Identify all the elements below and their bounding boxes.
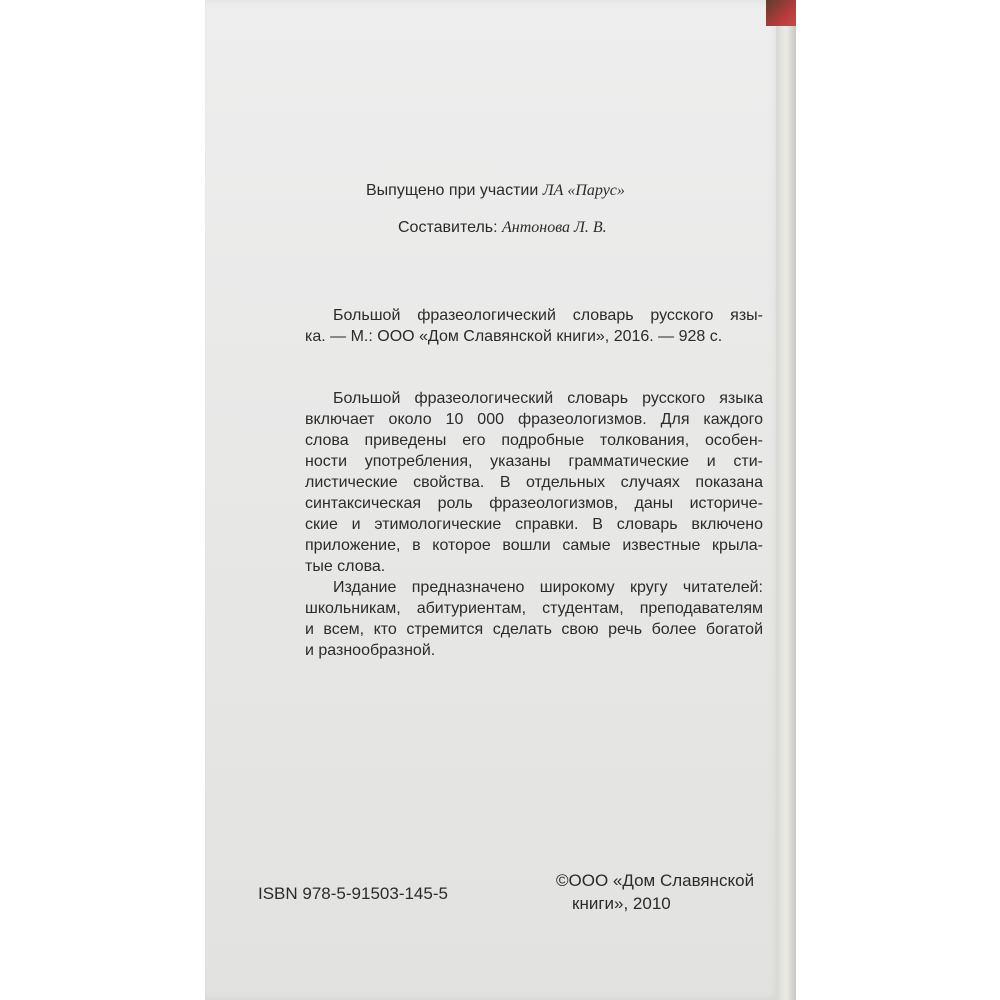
abstract-line: Издание предназначено широкому кругу читателей: (333, 579, 763, 596)
compiler-name: Антонова Л. В. (502, 219, 607, 236)
abstract-paragraph (305, 577, 763, 661)
bibliographic-line: Большой фразеологический словарь русского язы- (333, 307, 763, 324)
abstract-line: Большой фразеологический словарь русского языка (333, 390, 763, 407)
abstract-line: и всем, кто стремится сделать свою речь более богатой (305, 621, 763, 638)
copyright-line: книги», 2010 (572, 894, 671, 913)
book-cover-corner (766, 0, 796, 26)
abstract (305, 388, 763, 661)
abstract-line: ские и этимологические справки. В словарь включено (305, 516, 763, 533)
abstract-line: ности употребления, указаны грамматические и сти- (305, 453, 763, 470)
publisher-line (366, 180, 625, 201)
abstract-paragraph (305, 388, 763, 577)
abstract-line: и разнообразной. (305, 642, 436, 659)
abstract-line: листические свойства. В отдельных случаях показана (305, 474, 763, 491)
abstract-line: включает около 10 000 фразеологизмов. Для каждого (305, 411, 763, 428)
copyright-notice (556, 869, 754, 915)
abstract-line: слова приведены его подробные толкования, особен- (305, 432, 763, 449)
publisher-name: ЛА «Парус» (542, 182, 625, 199)
bibliographic-line: ка. — М.: ООО «Дом Славянской книги», 2016. — 928 с. (305, 328, 723, 345)
publisher-prefix: Выпущено при участии (366, 182, 543, 199)
page-edge (776, 0, 796, 1000)
compiler-label: Составитель: (398, 219, 503, 236)
abstract-line: тые слова. (305, 558, 386, 575)
bibliographic-record (305, 305, 763, 347)
abstract-line: школьникам, абитуриентам, студентам, преподавателям (305, 600, 763, 617)
abstract-line: синтаксическая роль фразеологизмов, даны историче- (305, 495, 763, 512)
abstract-line: приложение, в которое вошли самые известные крыла- (305, 537, 763, 554)
compiler-line (398, 217, 607, 238)
isbn: ISBN 978-5-91503-145-5 (258, 884, 448, 903)
copyright-line: ©ООО «Дом Славянской (556, 871, 755, 890)
